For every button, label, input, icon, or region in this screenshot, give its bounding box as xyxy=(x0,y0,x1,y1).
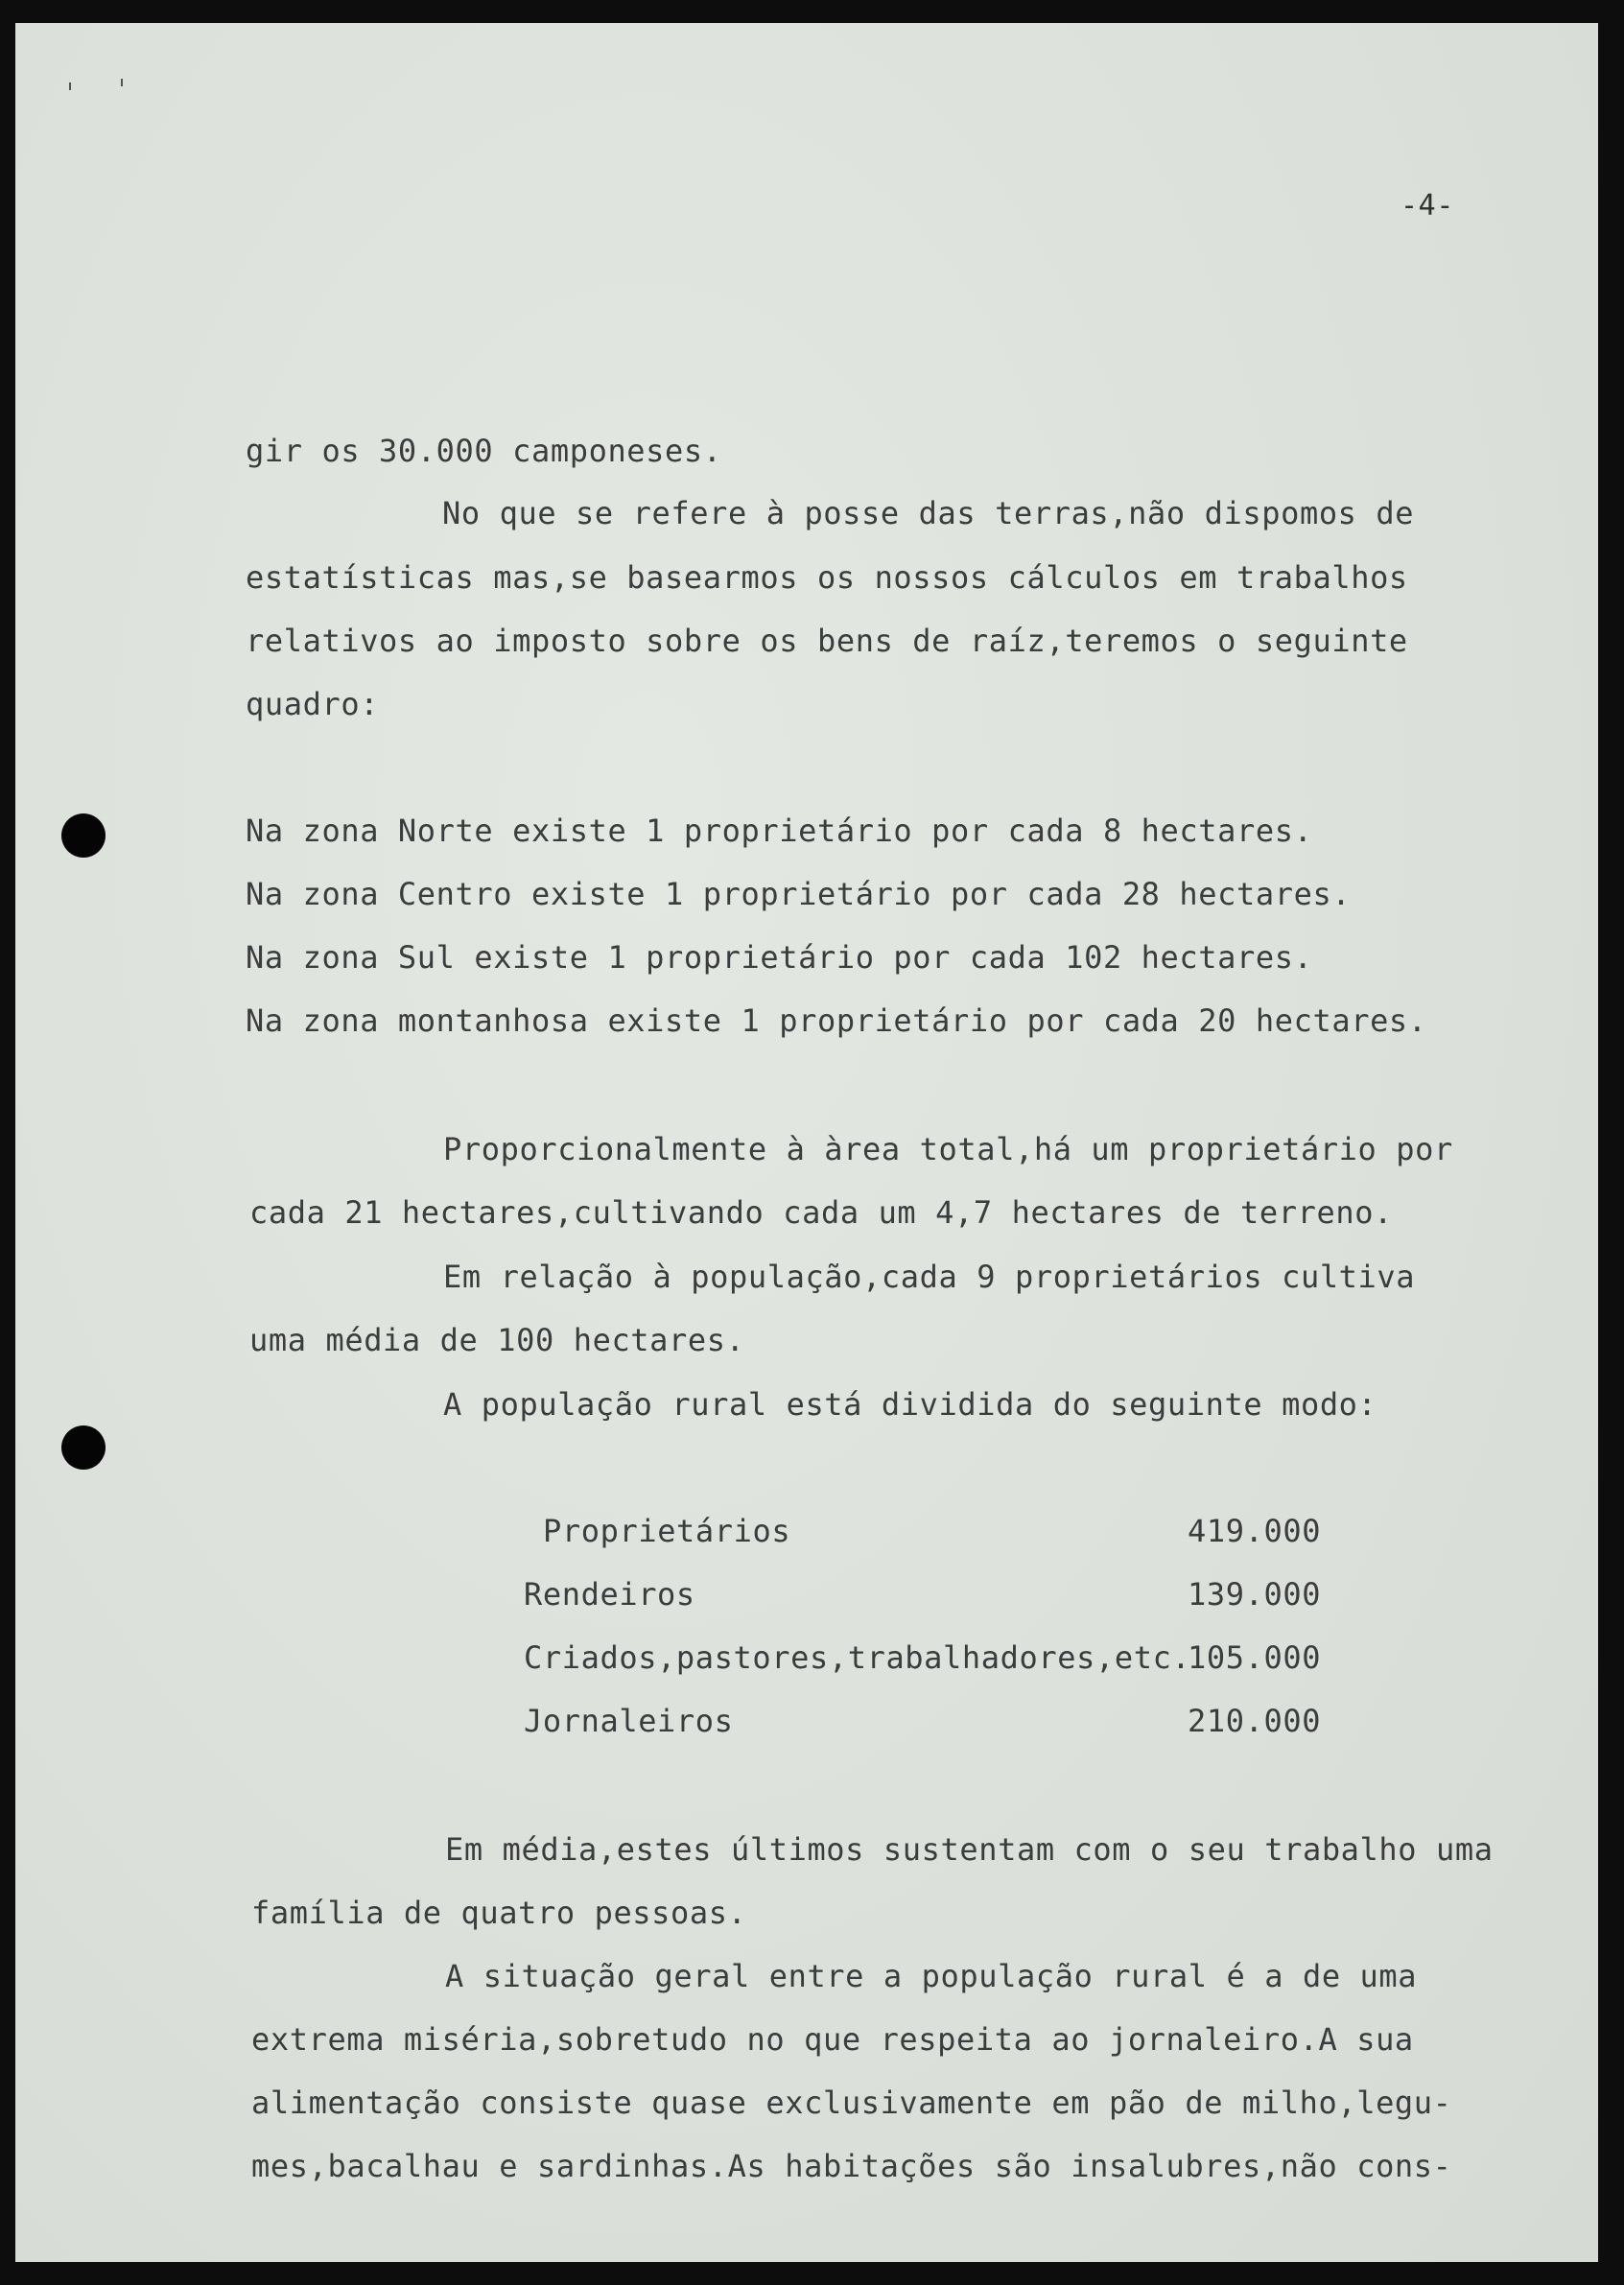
text-line: Em relação à população,cada 9 proprietários cultiva xyxy=(443,1259,1416,1295)
table-row-count: 105.000 xyxy=(1188,1639,1322,1676)
zone-line: Na zona Sul existe 1 proprietário por cada 102 hectares. xyxy=(246,939,1313,976)
text-line: família de quatro pessoas. xyxy=(251,1895,747,1931)
text-line: relativos ao imposto sobre os bens de raíz,teremos o seguinte xyxy=(246,623,1408,659)
text-line: Proporcionalmente à àrea total,há um proprietário por xyxy=(443,1131,1453,1167)
text-line: alimentação consiste quase exclusivamente em pão de milho,legu- xyxy=(251,2085,1452,2121)
paper-mark xyxy=(69,82,71,90)
paper-mark xyxy=(121,79,123,86)
text-line: Em média,estes últimos sustentam com o seu trabalho uma xyxy=(445,1831,1494,1868)
text-line: cada 21 hectares,cultivando cada um 4,7 hectares de terreno. xyxy=(249,1194,1393,1231)
text-line: A população rural está dividida do seguinte modo: xyxy=(443,1386,1377,1423)
zone-line: Na zona Norte existe 1 proprietário por cada 8 hectares. xyxy=(246,813,1313,849)
punch-hole xyxy=(61,813,106,858)
text-line: gir os 30.000 camponeses. xyxy=(246,433,722,469)
text-line: estatísticas mas,se basearmos os nossos cálculos em trabalhos xyxy=(246,559,1408,596)
punch-hole xyxy=(61,1425,106,1470)
table-row-count: 419.000 xyxy=(1188,1513,1322,1549)
text-line: A situação geral entre a população rural é a de uma xyxy=(445,1958,1418,1994)
zone-line: Na zona montanhosa existe 1 proprietário por cada 20 hectares. xyxy=(246,1002,1427,1039)
zone-line: Na zona Centro existe 1 proprietário por cada 28 hectares. xyxy=(246,876,1352,912)
document-page xyxy=(15,23,1598,2262)
table-row-category: Jornaleiros xyxy=(524,1703,734,1739)
table-row-count: 210.000 xyxy=(1188,1703,1322,1739)
table-row-count: 139.000 xyxy=(1188,1576,1322,1613)
text-line: uma média de 100 hectares. xyxy=(249,1322,745,1358)
text-line: mes,bacalhau e sardinhas.As habitações são insalubres,não cons- xyxy=(251,2148,1452,2184)
page-number: -4- xyxy=(1400,189,1454,223)
text-line: extrema miséria,sobretudo no que respeita ao jornaleiro.A sua xyxy=(251,2021,1414,2058)
text-line: No que se refere à posse das terras,não dispomos de xyxy=(442,495,1415,531)
table-row-category: Criados,pastores,trabalhadores,etc. xyxy=(524,1639,1191,1676)
table-row-category: Proprietários xyxy=(543,1513,791,1549)
text-line: quadro: xyxy=(246,686,380,722)
table-row-category: Rendeiros xyxy=(524,1576,695,1613)
